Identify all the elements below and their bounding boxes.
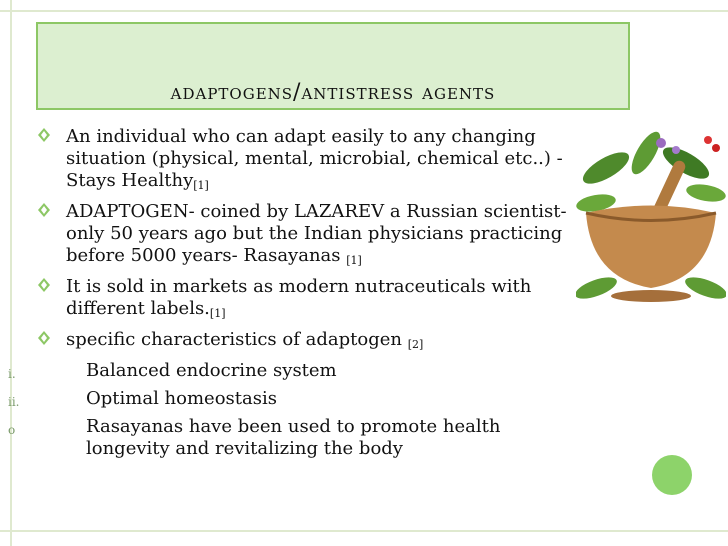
diamond-bullet-icon (38, 331, 50, 345)
diamond-bullet-icon (38, 278, 50, 292)
frame-line-top (0, 10, 728, 12)
sub-item-2 (8, 388, 578, 410)
citation-ref: [2] (407, 338, 424, 351)
bullet-text: ADAPTOGEN- coined by LAZAREV a Russian scientist- only 50 years ago but the Indian physicians practicing before 5000 years- Rasayanas (66, 201, 567, 266)
sub-text: Optimal homeostasis (86, 388, 277, 409)
sub-marker: i. (8, 367, 16, 381)
sub-marker: o (8, 423, 16, 437)
sub-item-3 (8, 416, 578, 460)
bullet-item-1 (38, 126, 578, 197)
diamond-bullet-icon (38, 128, 50, 142)
citation-ref: [1] (209, 307, 226, 320)
green-circle-decoration (652, 455, 692, 495)
citation-ref: [1] (193, 179, 209, 192)
sub-item-1 (8, 360, 578, 382)
sub-text: Balanced endocrine system (86, 360, 337, 381)
frame-line-left (10, 0, 12, 546)
title-box (36, 22, 630, 110)
sub-marker: ii. (8, 395, 20, 409)
slide-content (8, 126, 578, 466)
citation-ref: [1] (346, 254, 362, 267)
slide-title: adaptogens/antistress agents (170, 80, 496, 105)
frame-line-bottom (0, 530, 728, 532)
bullet-item-2 (38, 201, 578, 272)
diamond-bullet-icon (38, 203, 50, 217)
bullet-item-3 (38, 276, 578, 325)
sub-text: Rasayanas have been used to promote health longevity and revitalizing the body (86, 416, 501, 459)
herb-mortar-image (576, 128, 726, 304)
bullet-text: An individual who can adapt easily to any changing situation (physical, mental, microbial, chemical etc..) -Stays Healthy (66, 126, 563, 191)
bullet-text: specific characteristics of adaptogen (66, 329, 408, 350)
bullet-item-4 (38, 329, 578, 356)
bullet-text: It is sold in markets as modern nutraceuticals with different labels. (66, 276, 532, 319)
